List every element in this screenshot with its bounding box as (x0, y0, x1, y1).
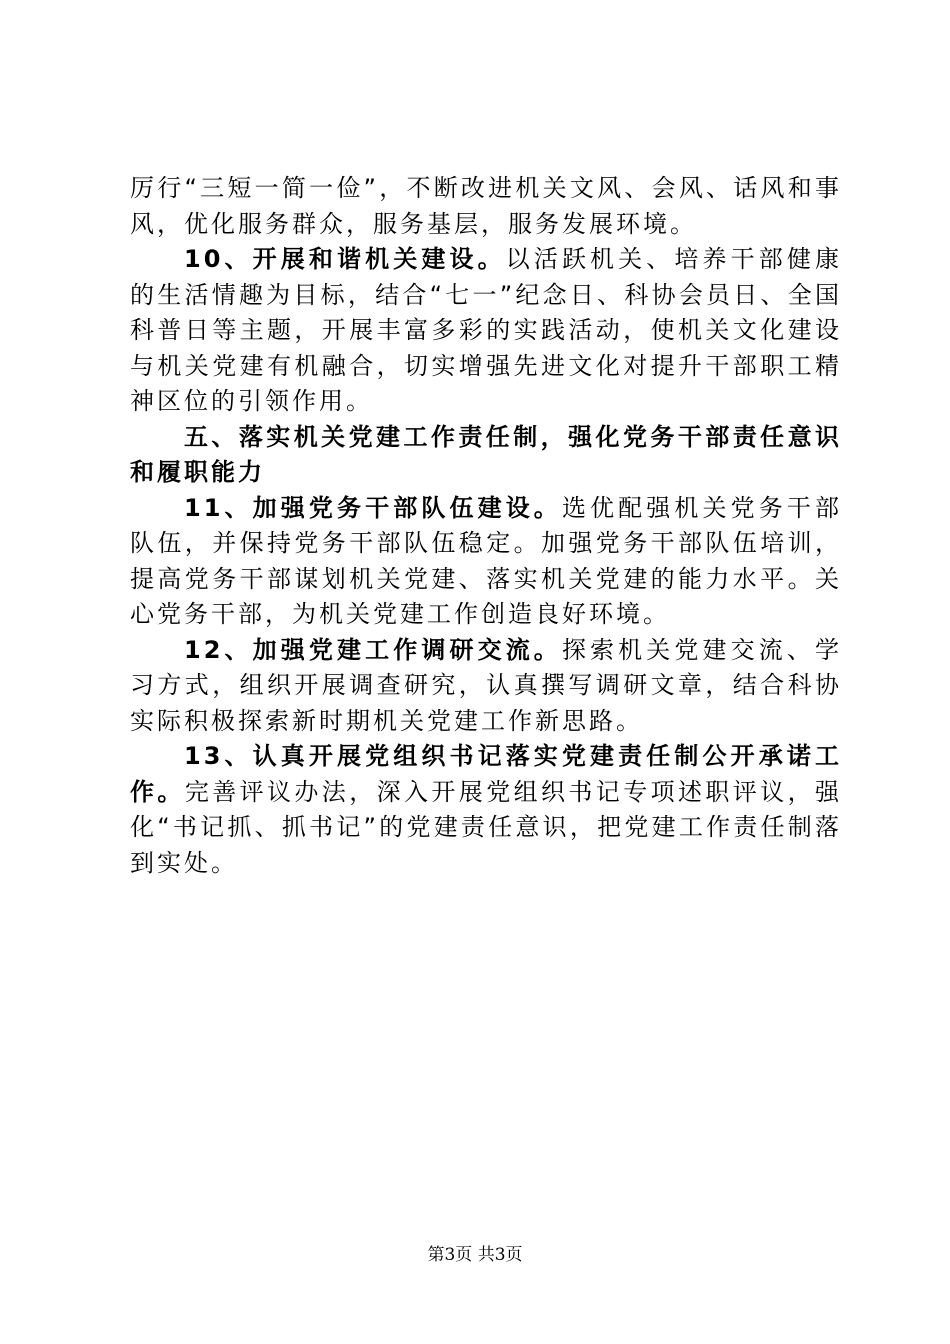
paragraph-text: 以活跃机关、培养干部健康的生活情趣为目标，结合“七一”纪念日、科协会员日、全国科普日等主题，开展丰富多彩的实践活动，使机关文化建设与机关党建有机融合，切实增强先进文化对提升干部职工精神区位的引领作用。 (130, 245, 842, 415)
paragraph-item-11 (130, 491, 842, 633)
page-number-footer: 第3页 共3页 (427, 1245, 523, 1265)
paragraph-lead: 12、加强党建工作调研交流。 (184, 635, 562, 664)
paragraph-item-13 (130, 739, 842, 881)
paragraph-continuation (130, 171, 842, 242)
paragraph-text: 完善评议办法，深入开展党组织书记专项述职评议，强化“书记抓、抓书记”的党建责任意识，把党建工作责任制落到实处。 (130, 777, 843, 877)
section-heading-text: 五、落实机关党建工作责任制，强化党务干部责任意识和履职能力 (130, 422, 842, 486)
paragraph-text: 探索机关党建交流、学习方式，组织开展调查研究，认真撰写调研文章，结合科协实际积极探索新时期机关党建工作新思路。 (130, 635, 842, 735)
paragraph-lead: 11、加强党务干部队伍建设。 (184, 493, 562, 522)
document-body (130, 171, 842, 881)
paragraph-text: 选优配强机关党务干部队伍，并保持党务干部队伍稳定。加强党务干部队伍培训，提高党务干部谋划机关党建、落实机关党建的能力水平。关心党务干部，为机关党建工作创造良好环境。 (130, 493, 842, 628)
paragraph-lead: 10、开展和谐机关建设。 (184, 245, 506, 273)
section-heading-5 (130, 420, 842, 491)
paragraph-lead: 13、认真开展党组织书记落实党建责任制公开承诺工作。 (130, 742, 842, 806)
paragraph-item-12 (130, 633, 842, 740)
paragraph-text: 厉行“三短一简一俭”，不断改进机关文风、会风、话风和事风，优化服务群众，服务基层，服务发展环境。 (130, 174, 842, 238)
paragraph-item-10 (130, 242, 842, 420)
